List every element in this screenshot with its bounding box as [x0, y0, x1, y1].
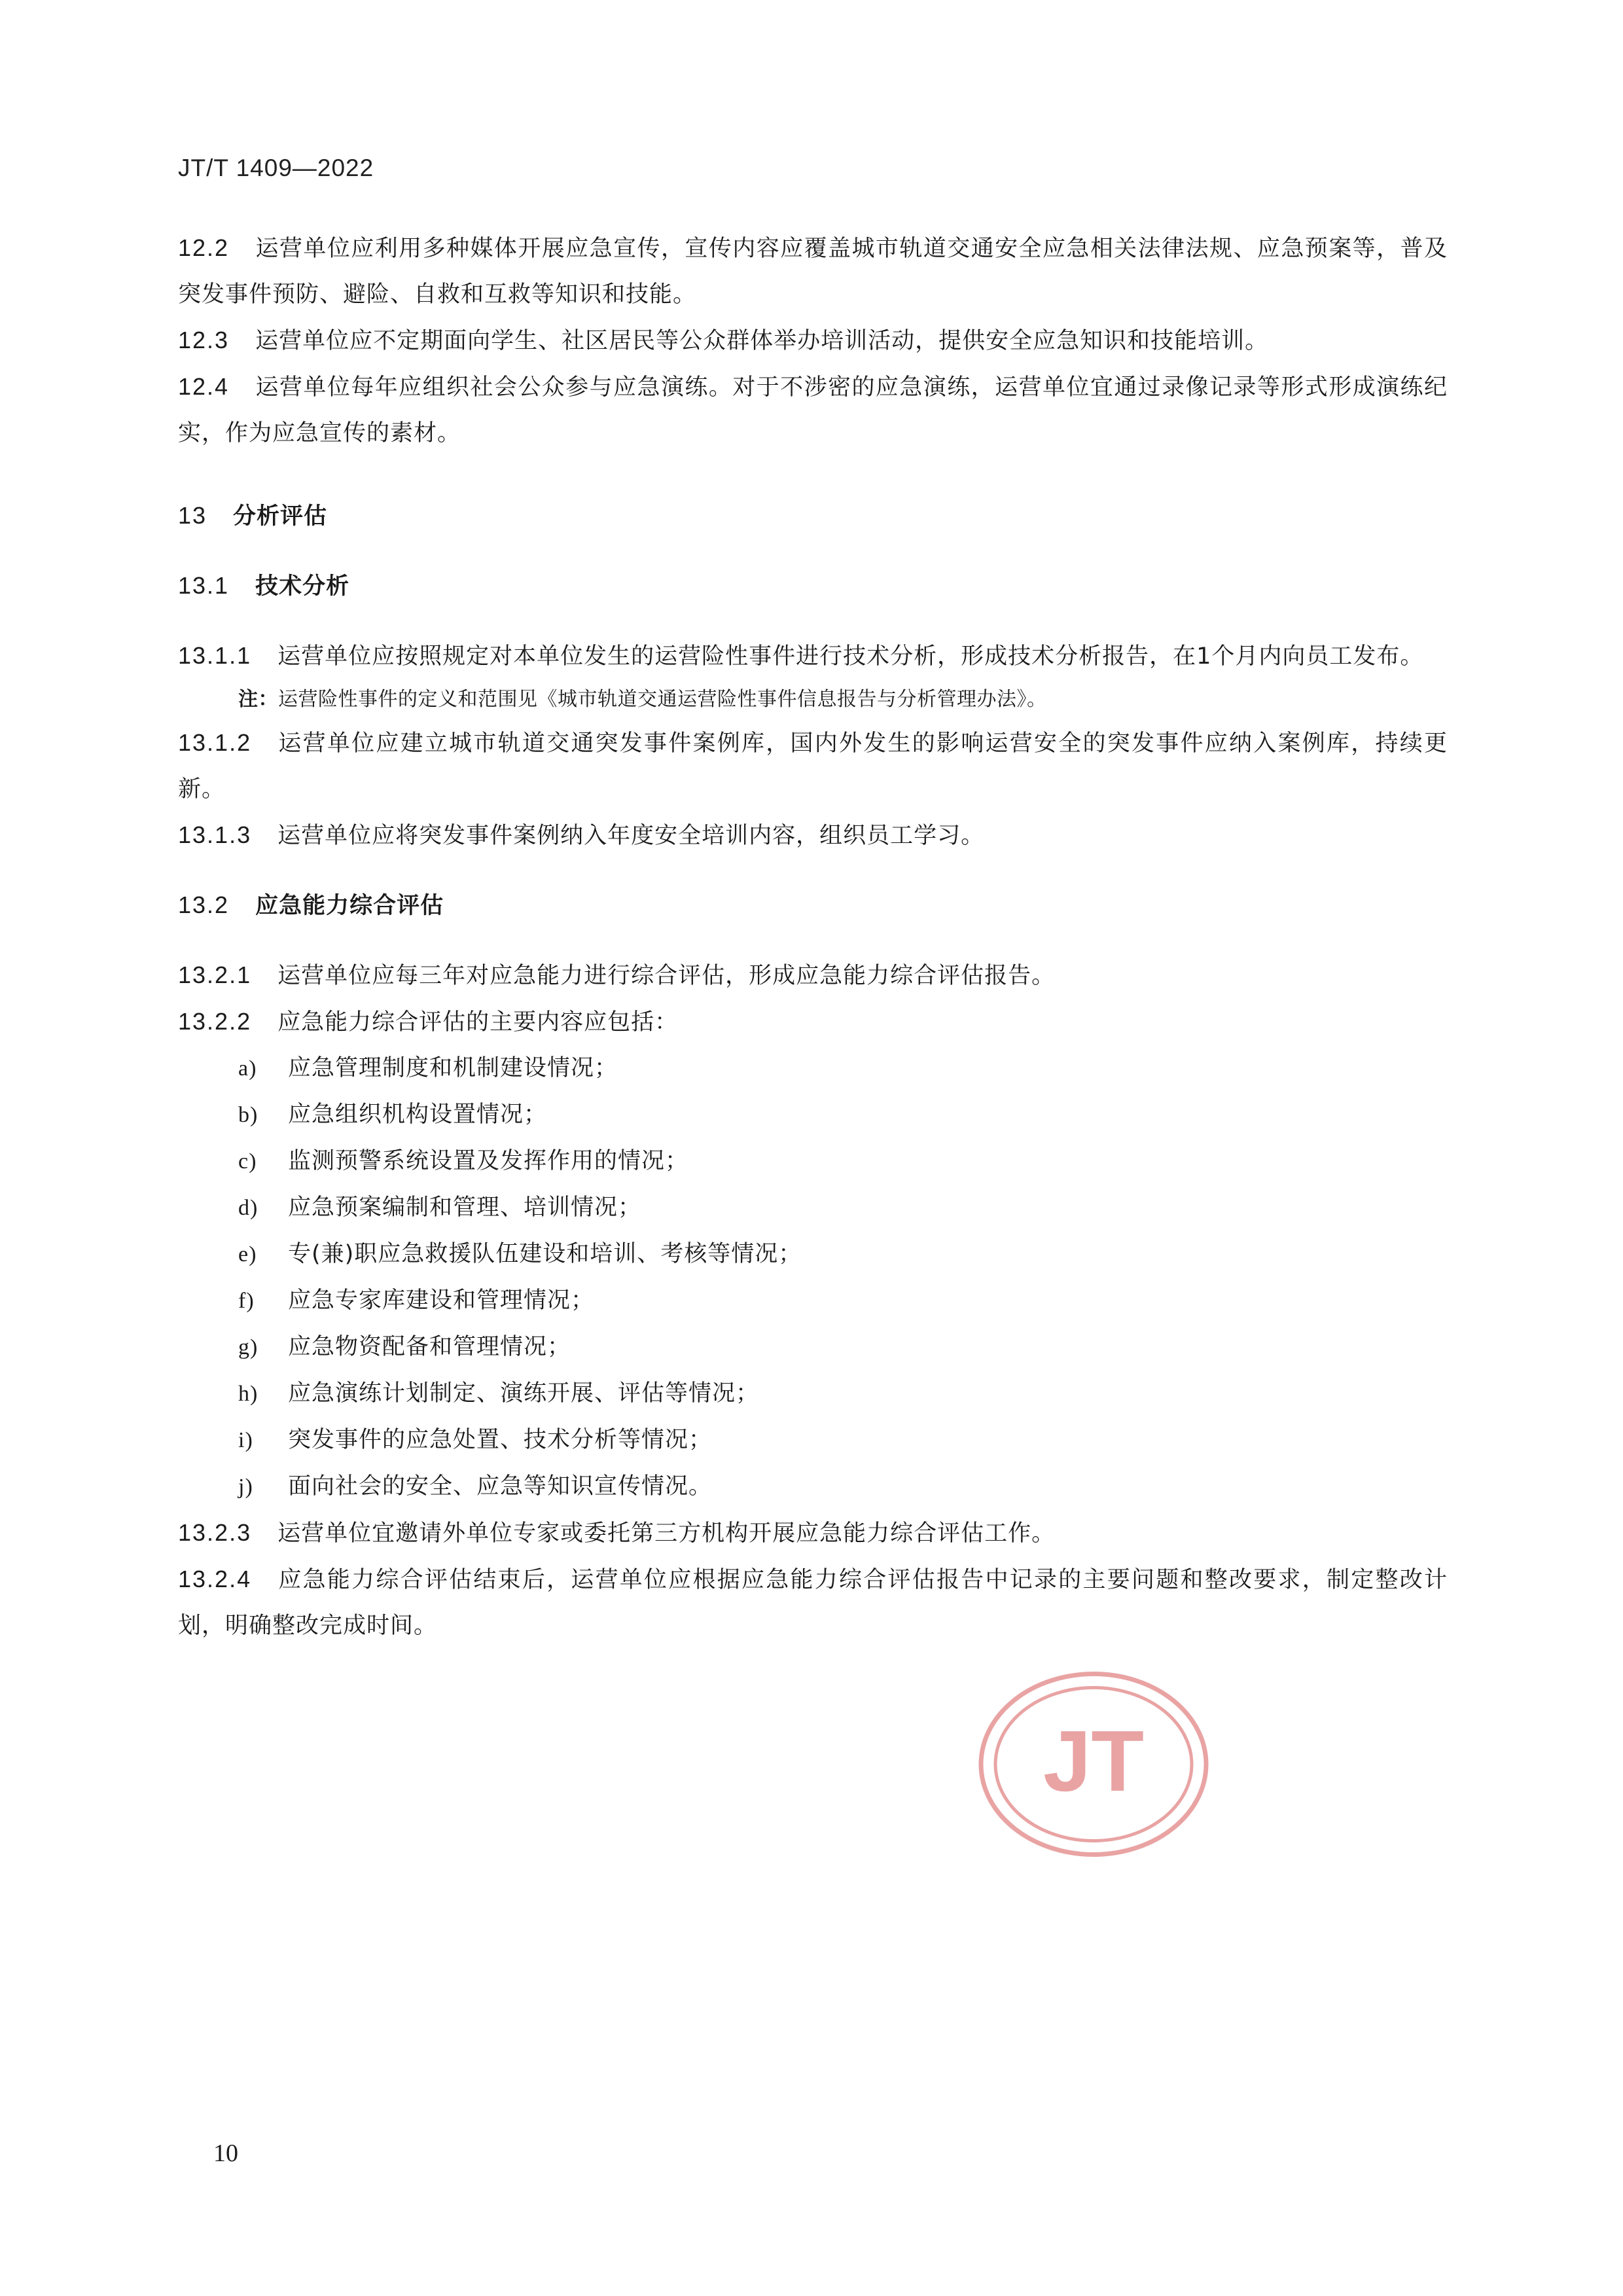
list-text: 应急预案编制和管理、培训情况； — [288, 1194, 642, 1221]
list-marker: b) — [238, 1103, 259, 1127]
note-label: 注： — [238, 688, 278, 711]
list-item — [178, 1371, 1448, 1417]
list-marker: i) — [238, 1428, 253, 1452]
clause-number: 13.1.2 — [178, 729, 252, 756]
clause-text: 应急能力综合评估结束后，运营单位应根据应急能力综合评估报告中记录的主要问题和整改要求，制定整改计划，明确整改完成时间。 — [178, 1567, 1448, 1639]
standard-code-header: JT/T 1409—2022 — [178, 154, 374, 181]
note — [178, 679, 1448, 720]
list-text: 应急管理制度和机制建设情况； — [288, 1055, 618, 1081]
list-text: 突发事件的应急处置、技术分析等情况； — [288, 1427, 713, 1453]
list-item — [178, 1138, 1448, 1185]
section-title: 应急能力综合评估 — [255, 893, 444, 919]
list-item — [178, 1231, 1448, 1278]
document-body — [178, 225, 1448, 1649]
jt-seal-stamp — [978, 1671, 1209, 1857]
list-item — [178, 1463, 1448, 1510]
clause-13-2-2 — [178, 999, 1448, 1045]
clause-13-1-2 — [178, 720, 1448, 812]
page-number: 10 — [213, 2140, 238, 2167]
list-marker: e) — [238, 1242, 257, 1266]
list-text: 应急组织机构设置情况； — [288, 1102, 548, 1128]
clause-number: 13.2.1 — [178, 961, 252, 988]
list-marker: j) — [238, 1475, 253, 1499]
list-marker: h) — [238, 1382, 259, 1406]
clause-number: 12.3 — [178, 327, 230, 353]
clause-text: 运营单位应不定期面向学生、社区居民等公众群体举办培训活动，提供安全应急知识和技能培训。 — [255, 328, 1269, 354]
clause-text: 运营单位应利用多种媒体开展应急宣传，宣传内容应覆盖城市轨道交通安全应急相关法律法规、应急预案等，普及突发事件预防、避险、自救和互救等知识和技能。 — [178, 236, 1448, 308]
section-13-heading — [178, 493, 1448, 539]
section-number: 13.1 — [178, 572, 230, 599]
clause-text: 运营单位应将突发事件案例纳入年度安全培训内容，组织员工学习。 — [277, 823, 985, 849]
clause-number: 12.4 — [178, 373, 230, 400]
list-item — [178, 1324, 1448, 1371]
clause-13-1-1 — [178, 633, 1448, 679]
list-text: 应急演练计划制定、演练开展、评估等情况； — [288, 1380, 760, 1407]
clause-12-4 — [178, 364, 1448, 456]
clause-text: 运营单位宜邀请外单位专家或委托第三方机构开展应急能力综合评估工作。 — [277, 1520, 1056, 1547]
section-title: 技术分析 — [255, 573, 350, 600]
clause-text: 运营单位每年应组织社会公众参与应急演练。对于不涉密的应急演练，运营单位宜通过录像记录等形式形成演练纪实，作为应急宣传的素材。 — [178, 374, 1448, 446]
section-title: 分析评估 — [233, 503, 328, 529]
clause-number: 13.2.2 — [178, 1008, 252, 1035]
clause-13-2-4 — [178, 1556, 1448, 1649]
list-marker: a) — [238, 1056, 257, 1081]
seal-text: JT — [1043, 1713, 1145, 1809]
list-item — [178, 1278, 1448, 1324]
clause-number: 13.1.1 — [178, 642, 252, 669]
clause-text: 运营单位应按照规定对本单位发生的运营险性事件进行技术分析，形成技术分析报告，在1个月内向员工发布。 — [277, 643, 1424, 670]
clause-number: 12.2 — [178, 234, 230, 261]
section-13-1-heading — [178, 563, 1448, 609]
clause-12-3 — [178, 317, 1448, 364]
list-text: 专(兼)职应急救援队伍建设和培训、考核等情况； — [288, 1241, 802, 1267]
clause-text: 运营单位应建立城市轨道交通突发事件案例库，国内外发生的影响运营安全的突发事件应纳入案例库，持续更新。 — [178, 730, 1448, 802]
note-text: 运营险性事件的定义和范围见《城市轨道交通运营险性事件信息报告与分析管理办法》。 — [278, 688, 1047, 711]
clause-13-2-1 — [178, 952, 1448, 999]
list-text: 面向社会的安全、应急等知识宣传情况。 — [288, 1473, 713, 1499]
list-text: 应急物资配备和管理情况； — [288, 1334, 571, 1360]
list-marker: c) — [238, 1149, 257, 1174]
clause-13-1-3 — [178, 812, 1448, 859]
list-item — [178, 1417, 1448, 1463]
section-number: 13 — [178, 502, 207, 529]
list-item — [178, 1092, 1448, 1138]
section-number: 13.2 — [178, 891, 230, 918]
clause-12-2 — [178, 225, 1448, 317]
list-item — [178, 1185, 1448, 1231]
clause-text: 运营单位应每三年对应急能力进行综合评估，形成应急能力综合评估报告。 — [277, 963, 1056, 989]
clause-text: 应急能力综合评估的主要内容应包括： — [277, 1009, 679, 1035]
clause-number: 13.2.3 — [178, 1519, 252, 1546]
list-marker: g) — [238, 1335, 259, 1359]
list-text: 应急专家库建设和管理情况； — [288, 1287, 595, 1314]
list-marker: d) — [238, 1196, 259, 1220]
clause-number: 13.2.4 — [178, 1566, 252, 1592]
list-item — [178, 1045, 1448, 1092]
clause-13-2-3 — [178, 1510, 1448, 1556]
clause-number: 13.1.3 — [178, 821, 252, 848]
list-marker: f) — [238, 1289, 255, 1313]
section-13-2-heading — [178, 882, 1448, 929]
list-text: 监测预警系统设置及发挥作用的情况； — [288, 1148, 689, 1174]
